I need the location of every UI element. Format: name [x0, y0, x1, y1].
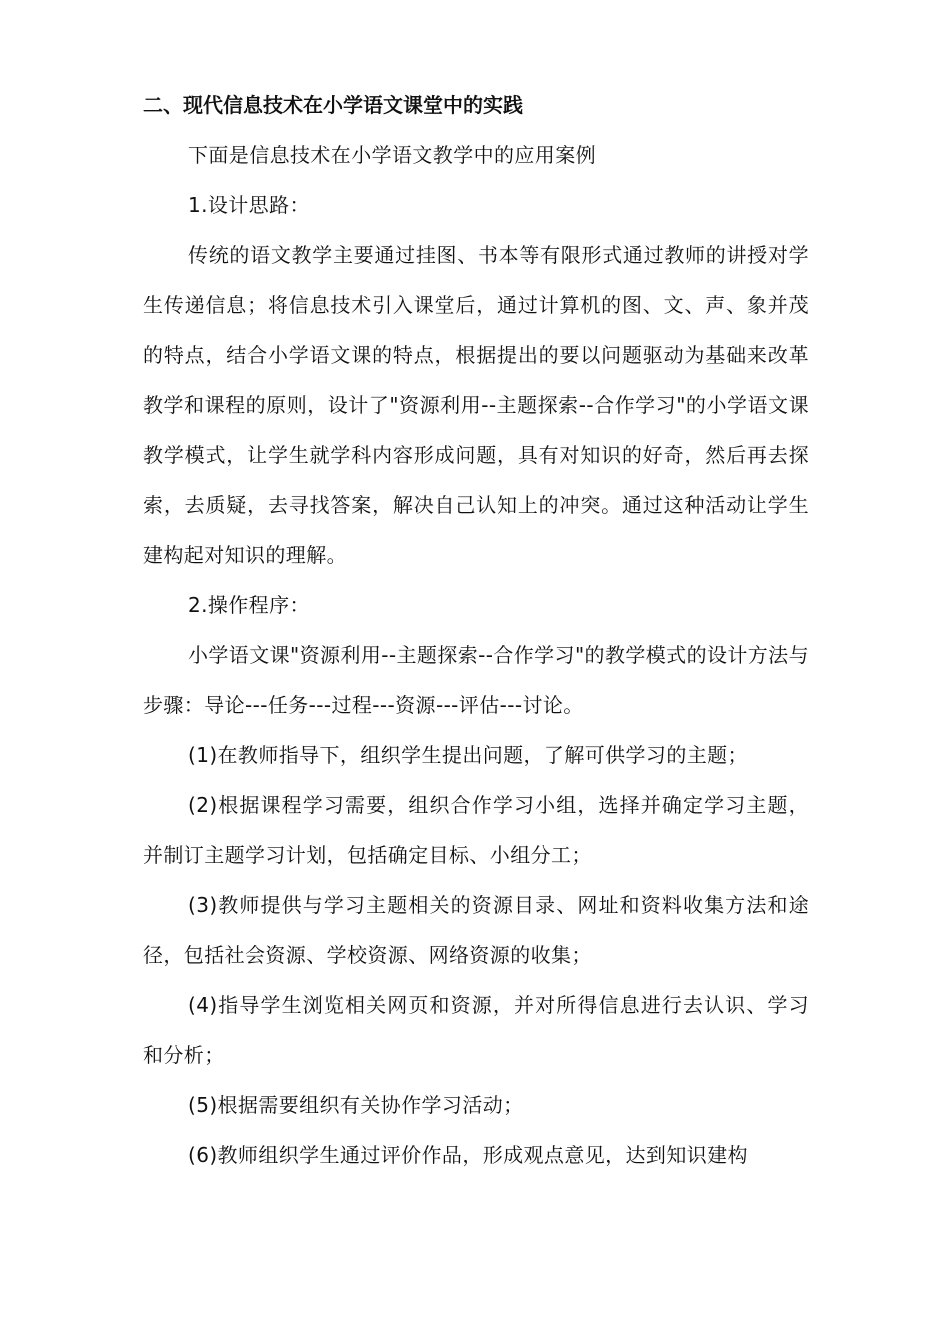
paragraph-procedure-body: 小学语文课"资源利用--主题探索--合作学习"的教学模式的设计方法与步骤：导论---任务---过程---资源---评估---讨论。 [143, 643, 809, 717]
section-heading: 二、现代信息技术在小学语文课堂中的实践 [143, 93, 523, 117]
paragraph-step-1: (1)在教师指导下，组织学生提出问题，了解可供学习的主题； [188, 743, 748, 767]
document-body [143, 80, 809, 1180]
paragraph-design-body: 传统的语文教学主要通过挂图、书本等有限形式通过教师的讲授对学生传递信息；将信息技术引入课堂后，通过计算机的图、文、声、象并茂的特点，结合小学语文课的特点，根据提出的要以问题驱动为基础来改革教学和课程的原则，设计了"资源利用--主题探索--合作学习"的小学语文课教学模式，让学生就学科内容形成问题，具有对知识的好奇，然后再去探索，去质疑，去寻找答案，解决自己认知上的冲突。通过这种活动让学生建构起对知识的理解。 [143, 243, 809, 567]
paragraph-step-6: (6)教师组织学生通过评价作品，形成观点意见，达到知识建构 [188, 1143, 748, 1167]
paragraph-intro: 下面是信息技术在小学语文教学中的应用案例 [188, 143, 596, 167]
paragraph-step-4: (4)指导学生浏览相关网页和资源，并对所得信息进行去认识、学习和分析； [143, 993, 809, 1067]
paragraph-step-3: (3)教师提供与学习主题相关的资源目录、网址和资料收集方法和途径，包括社会资源、学校资源、网络资源的收集； [143, 893, 809, 967]
paragraph-design-title: 1.设计思路： [188, 193, 310, 217]
paragraph-procedure-title: 2.操作程序： [188, 593, 310, 617]
paragraph-step-2: (2)根据课程学习需要，组织合作学习小组，选择并确定学习主题，并制订主题学习计划，包括确定目标、小组分工； [143, 793, 809, 867]
paragraph-step-5: (5)根据需要组织有关协作学习活动； [188, 1093, 524, 1117]
